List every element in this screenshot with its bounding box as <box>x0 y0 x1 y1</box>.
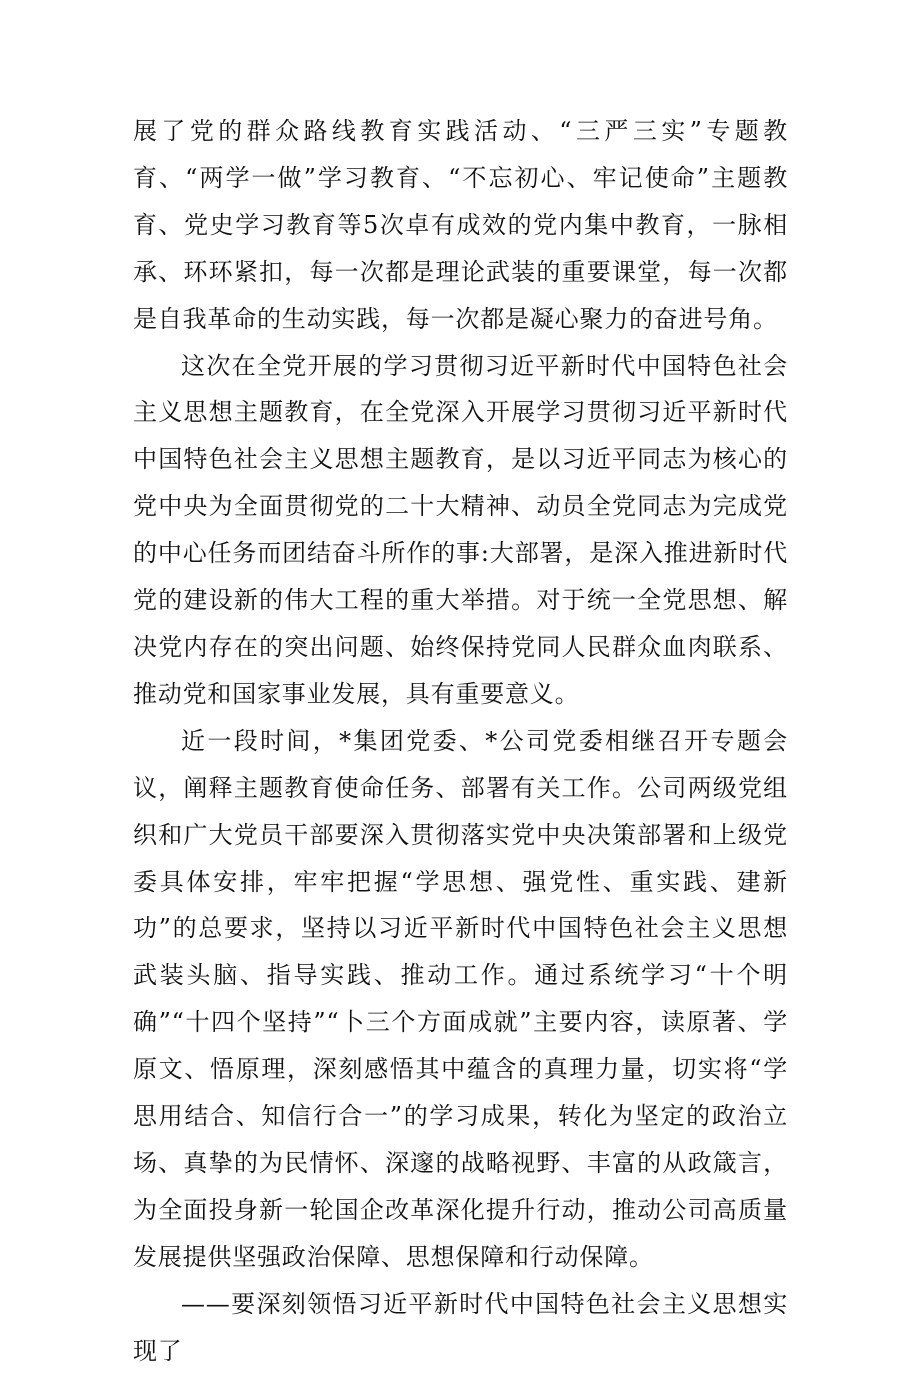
paragraph-point-one: ——要深刻领悟习近平新时代中国特色社会主义思想实现了 <box>133 1289 788 1365</box>
document-body <box>133 108 788 1374</box>
paragraph-deployment: 近一段时间，*集团党委、*公司党委相继召开专题会议，阐释主题教育使命任务、部署有关工作。公司两级党组织和广大党员干部要深入贯彻落实党中央决策部署和上级党委具体安排，牢牢把握“学思想、强党性、重实践、建新功”的总要求，坚持以习近平新时代中国特色社会主义思想武装头脑、指导实践、推动工作。通过系统学习“十个明确”“十四个坚持”“卜三个方面成就”主要内容，读原著、学原文、悟原理，深刻感悟其中蕴含的真理力量，切实将“学思用结合、知信行合一”的学习成果，转化为坚定的政治立场、真挚的为民情怀、深邃的战略视野、丰富的从政箴言，为全面投身新一轮国企改革深化提升行动，推动公司高质量发展提供坚强政治保障、思想保障和行动保障。 <box>133 726 788 1271</box>
paragraph-significance: 这次在全党开展的学习贯彻习近平新时代中国特色社会主义思想主题教育，在全党深入开展学习贯彻习近平新时代中国特色社会主义思想主题教育，是以习近平同志为核心的党中央为全面贯彻党的二十大精神、动员全党同志为完成党的中心任务而团结奋斗所作的事:大部署，是深入推进新时代党的建设新的伟大工程的重大举措。对于统一全党思想、解决党内存在的突出问题、始终保持党同人民群众血肉联系、推动党和国家事业发展，具有重要意义。 <box>133 351 788 708</box>
paragraph-continuation: 展了党的群众路线教育实践活动、“三严三实”专题教育、“两学一做”学习教育、“不忘初心、牢记使命”主题教育、党史学习教育等5次卓有成效的党内集中教育，一脉相承、环环紧扣，每一次都是理论武装的重要课堂，每一次都是自我革命的生动实践，每一次都是凝心聚力的奋进号角。 <box>133 117 788 333</box>
